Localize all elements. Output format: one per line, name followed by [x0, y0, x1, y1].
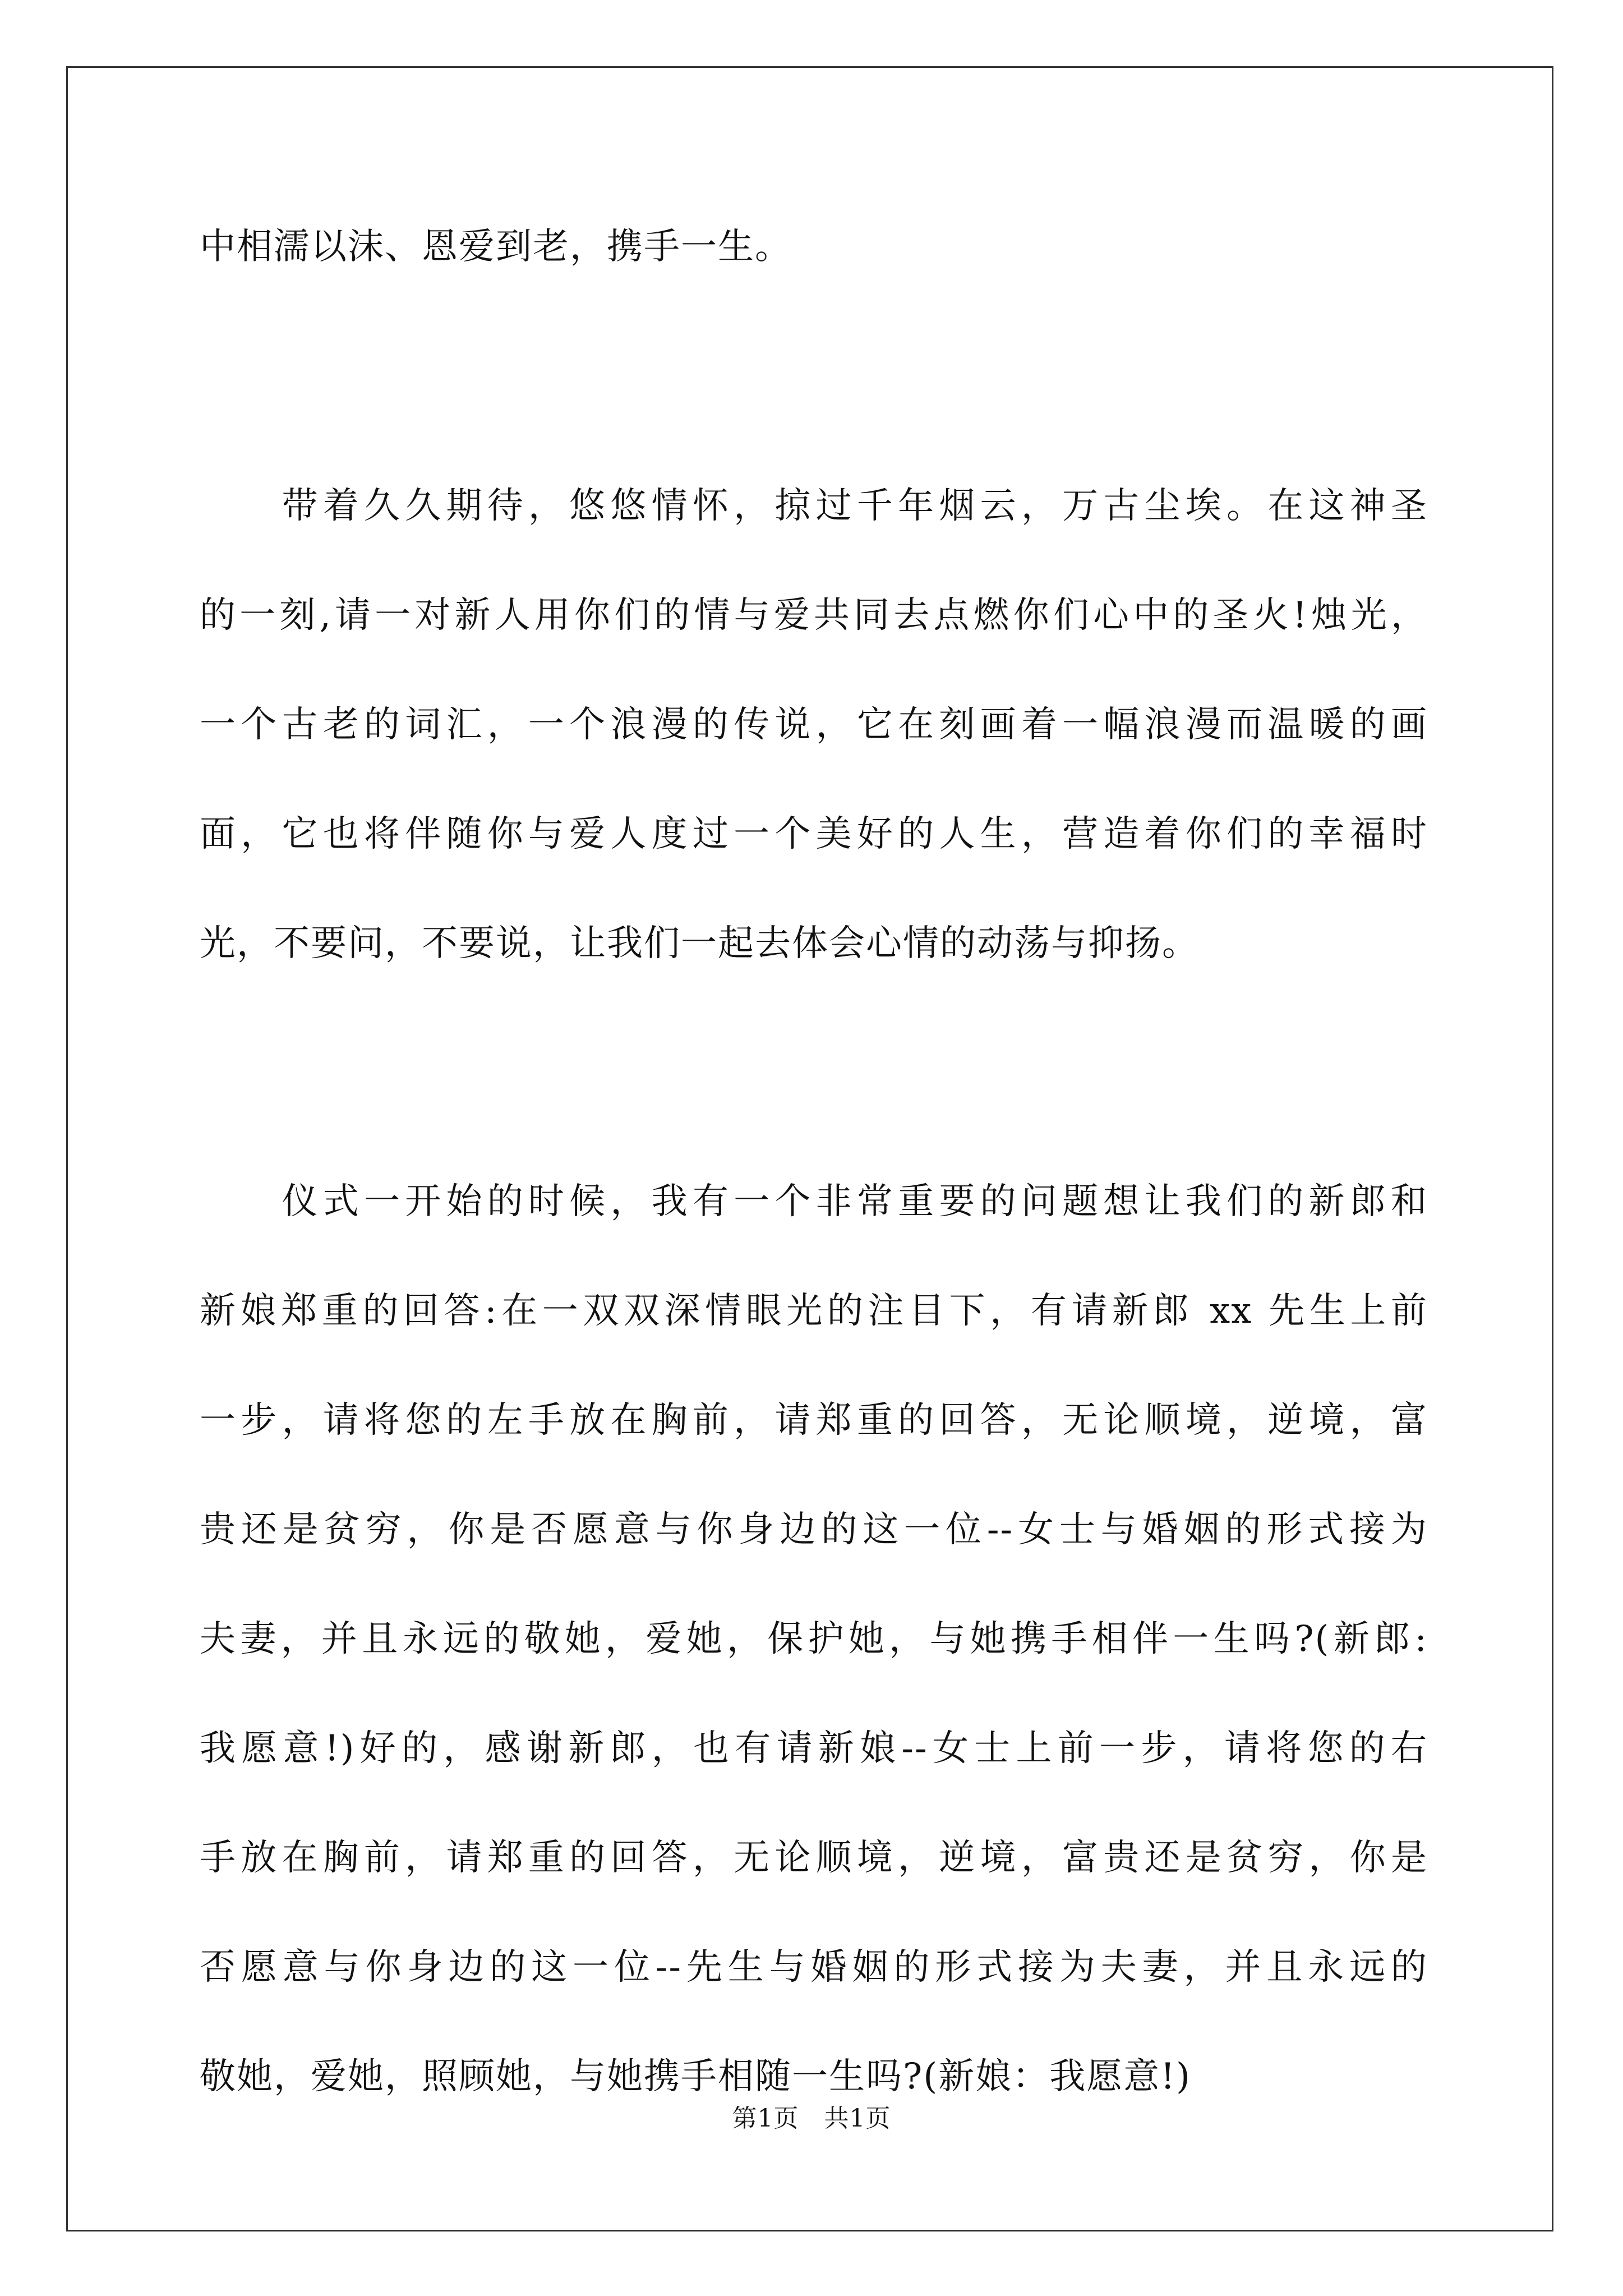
paragraph-2-line-5: 光，不要问，不要说，让我们一起去体会心情的动荡与抑扬。 — [200, 923, 1199, 964]
paragraph-1-line-1: 中相濡以沫、恩爱到老，携手一生。 — [200, 226, 792, 268]
paragraph-3-line-7: 手放在胸前，请郑重的回答，无论顺境，逆境，富贵还是贫穷，你是 — [200, 1837, 1428, 1879]
paragraph-3-line-8: 否愿意与你身边的这一位--先生与婚姻的形式接为夫妻，并且永远的 — [200, 1947, 1428, 1988]
paragraph-3-line-3: 一步，请将您的左手放在胸前，请郑重的回答，无论顺境，逆境，富 — [200, 1400, 1428, 1441]
paragraph-3-line-9: 敬她，爱她，照顾她，与她携手相随一生吗?(新娘：我愿意!) — [200, 2056, 1191, 2097]
paragraph-3-line-5: 夫妻，并且永远的敬她，爱她，保护她，与她携手相伴一生吗?(新郎: — [200, 1618, 1428, 1660]
paragraph-3-line-2: 新娘郑重的回答:在一双双深情眼光的注目下，有请新郎 xx 先生上前 — [200, 1290, 1428, 1332]
page-border — [66, 66, 1553, 2231]
paragraph-3-line-1: 仪式一开始的时候，我有一个非常重要的问题想让我们的新郎和 — [200, 1181, 1428, 1222]
page-number-footer: 第1页 共1页 — [732, 2104, 891, 2133]
paragraph-2-line-3: 一个古老的词汇，一个浪漫的传说，它在刻画着一幅浪漫而温暖的画 — [200, 704, 1428, 746]
paragraph-2-line-4: 面，它也将伴随你与爱人度过一个美好的人生，营造着你们的幸福时 — [200, 813, 1428, 855]
paragraph-2-line-1: 带着久久期待，悠悠情怀，掠过千年烟云，万古尘埃。在这神圣 — [200, 485, 1428, 527]
paragraph-2-line-2: 的一刻,请一对新人用你们的情与爱共同去点燃你们心中的圣火!烛光， — [200, 595, 1428, 636]
paragraph-3-line-4: 贵还是贫穷，你是否愿意与你身边的这一位--女士与婚姻的形式接为 — [200, 1509, 1428, 1550]
paragraph-3-line-6: 我愿意!)好的，感谢新郎，也有请新娘--女士上前一步，请将您的右 — [200, 1728, 1428, 1769]
